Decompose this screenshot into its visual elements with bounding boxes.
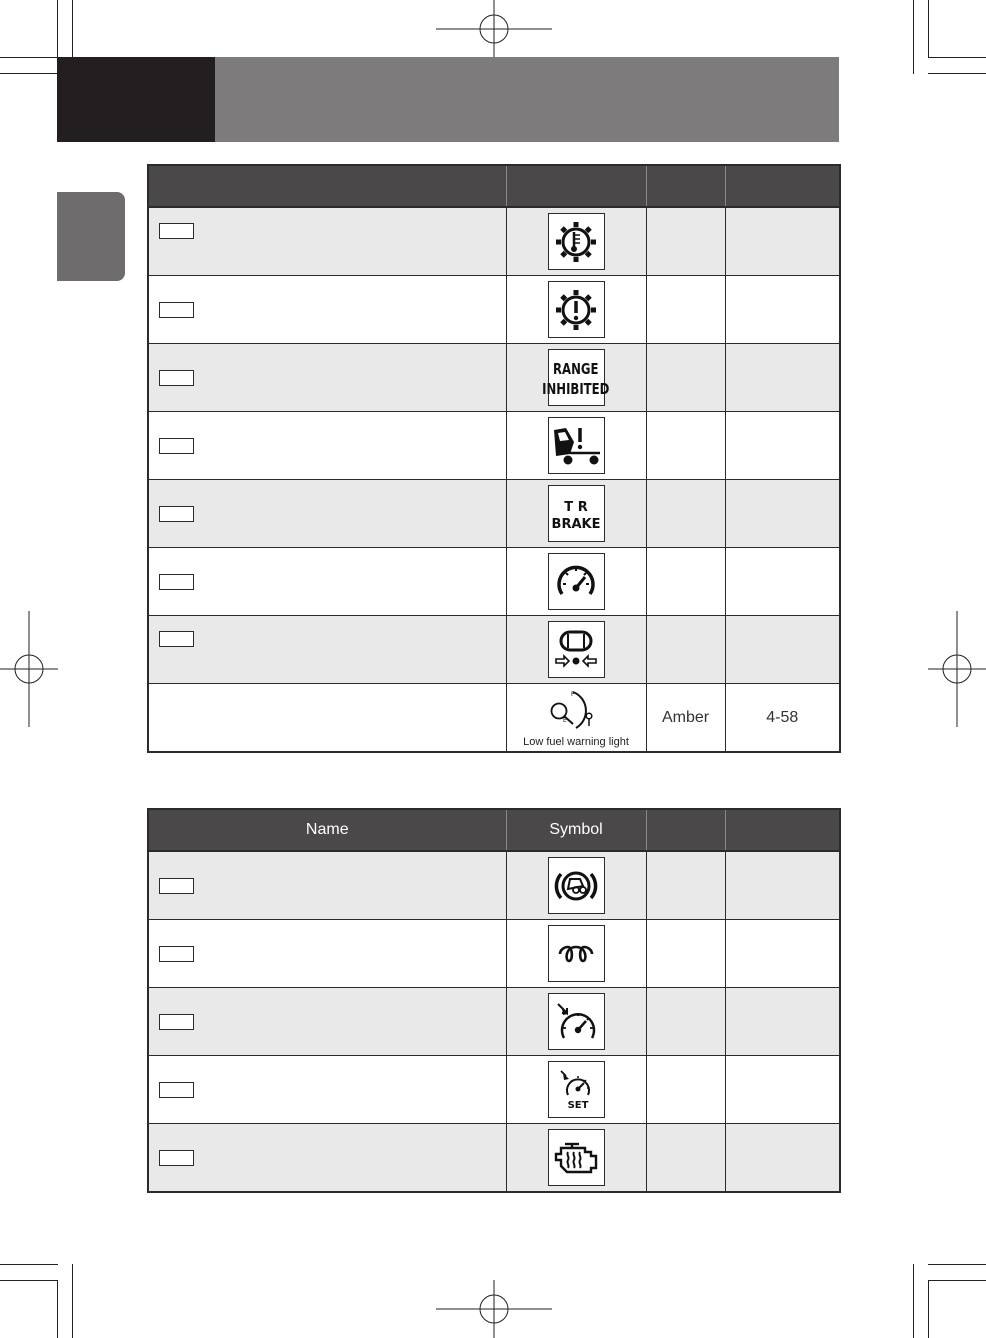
header-color (646, 809, 725, 851)
header-name (148, 165, 506, 207)
svg-text:SET: SET (567, 1099, 589, 1111)
reference-tag (159, 631, 194, 647)
symbol-cell (506, 344, 646, 412)
air-suspension-icon (552, 626, 600, 674)
page-cell (725, 207, 840, 276)
table-header-row (148, 165, 840, 207)
crop-mark (0, 57, 58, 58)
table-row (148, 988, 840, 1056)
page-cell: 4-58 (725, 684, 840, 753)
page-cell (725, 920, 840, 988)
crop-mark (72, 1264, 73, 1338)
symbol-cell (506, 988, 646, 1056)
page-cell (725, 548, 840, 616)
crop-mark (0, 1264, 58, 1265)
page-cell (725, 616, 840, 684)
color-cell (646, 344, 725, 412)
crop-mark (928, 1280, 986, 1281)
reference-tag (159, 302, 194, 318)
reference-tag (159, 1014, 194, 1030)
table-row (148, 344, 840, 412)
crop-mark (928, 1280, 929, 1338)
cruise-set-icon (552, 1066, 600, 1114)
reference-tag (159, 878, 194, 894)
symbol-cell (506, 851, 646, 920)
page-cell (725, 480, 840, 548)
reference-tag (159, 574, 194, 590)
symbol-cell (506, 684, 646, 753)
page-cell (725, 276, 840, 344)
reference-tag (159, 946, 194, 962)
color-cell (646, 1056, 725, 1124)
speedometer-icon (552, 558, 600, 606)
registration-mark-bottom (436, 1280, 552, 1338)
registration-mark-top (436, 0, 552, 58)
header-page (725, 809, 840, 851)
name-cell (148, 480, 506, 548)
name-cell (148, 851, 506, 920)
header-name: Name (148, 809, 506, 851)
symbol-cell (506, 548, 646, 616)
symbol-cell (506, 616, 646, 684)
glow-plug-icon (552, 930, 600, 978)
svg-text:BRAKE: BRAKE (551, 516, 601, 532)
header-symbol: Symbol (506, 809, 646, 851)
name-cell (148, 548, 506, 616)
crop-mark (0, 1280, 58, 1281)
chapter-title-bar (215, 57, 839, 142)
svg-text:E: E (562, 717, 567, 724)
color-cell (646, 207, 725, 276)
color-cell (646, 616, 725, 684)
chapter-number-block (57, 57, 215, 142)
transmission-temperature-icon (552, 218, 600, 266)
symbol-cell (506, 412, 646, 480)
table-row (148, 851, 840, 920)
name-cell (148, 207, 506, 276)
low-fuel-icon (549, 688, 607, 736)
registration-mark-left (0, 611, 58, 727)
symbol-cell (506, 480, 646, 548)
crop-mark (913, 0, 914, 74)
name-cell (148, 276, 506, 344)
name-cell (148, 616, 506, 684)
symbol-cell (506, 1124, 646, 1193)
symbol-caption: Low fuel warning light (523, 736, 629, 748)
reference-tag (159, 506, 194, 522)
crop-mark (57, 1280, 58, 1338)
table-row (148, 207, 840, 276)
lane-departure-icon (552, 862, 600, 910)
transmission-warning-icon (552, 286, 600, 334)
registration-mark-right (928, 611, 986, 727)
name-cell (148, 1124, 506, 1193)
cruise-control-icon (552, 998, 600, 1046)
color-cell (646, 1124, 725, 1193)
indicator-table-bottom (147, 808, 841, 1193)
range-inhibited-icon (542, 354, 610, 402)
engine-coolant-icon (551, 1134, 601, 1182)
page-cell (725, 851, 840, 920)
crop-mark (0, 73, 58, 74)
reference-tag (159, 438, 194, 454)
name-cell (148, 920, 506, 988)
table-row (148, 1056, 840, 1124)
table-row (148, 1124, 840, 1193)
svg-text:RANGE: RANGE (553, 361, 599, 378)
svg-text:T R: T R (564, 499, 588, 515)
page-cell (725, 1056, 840, 1124)
name-cell (148, 988, 506, 1056)
symbol-cell (506, 1056, 646, 1124)
color-cell (646, 920, 725, 988)
symbol-cell (506, 920, 646, 988)
name-cell (148, 344, 506, 412)
color-cell (646, 851, 725, 920)
chapter-side-tab (57, 192, 125, 281)
name-cell (148, 412, 506, 480)
color-cell (646, 480, 725, 548)
table-row (148, 920, 840, 988)
table-row (148, 616, 840, 684)
tilt-cab-warning-icon (550, 422, 602, 470)
color-cell (646, 412, 725, 480)
crop-mark (913, 1264, 914, 1338)
table-header-row (148, 809, 840, 851)
page-cell (725, 344, 840, 412)
color-cell: Amber (646, 684, 725, 753)
table-row (148, 684, 840, 753)
page-cell (725, 1124, 840, 1193)
table-row (148, 412, 840, 480)
svg-text:F: F (570, 691, 574, 698)
crop-mark (928, 57, 986, 58)
table-row (148, 548, 840, 616)
header-symbol (506, 165, 646, 207)
reference-tag (159, 223, 194, 239)
reference-tag (159, 1082, 194, 1098)
crop-mark (928, 0, 929, 58)
color-cell (646, 548, 725, 616)
crop-mark (928, 1264, 986, 1265)
name-cell (148, 1056, 506, 1124)
header-page (725, 165, 840, 207)
table-row (148, 276, 840, 344)
tr-brake-icon (551, 490, 601, 538)
reference-tag (159, 1150, 194, 1166)
reference-tag (159, 370, 194, 386)
crop-mark (928, 73, 986, 74)
color-cell (646, 276, 725, 344)
table-row (148, 480, 840, 548)
indicator-table-top (147, 164, 841, 753)
symbol-cell (506, 276, 646, 344)
page-cell (725, 988, 840, 1056)
page-cell (725, 412, 840, 480)
name-cell (148, 684, 506, 753)
crop-mark (57, 0, 58, 58)
svg-text:INHIBITED: INHIBITED (542, 381, 610, 398)
symbol-cell (506, 207, 646, 276)
color-cell (646, 988, 725, 1056)
header-color (646, 165, 725, 207)
